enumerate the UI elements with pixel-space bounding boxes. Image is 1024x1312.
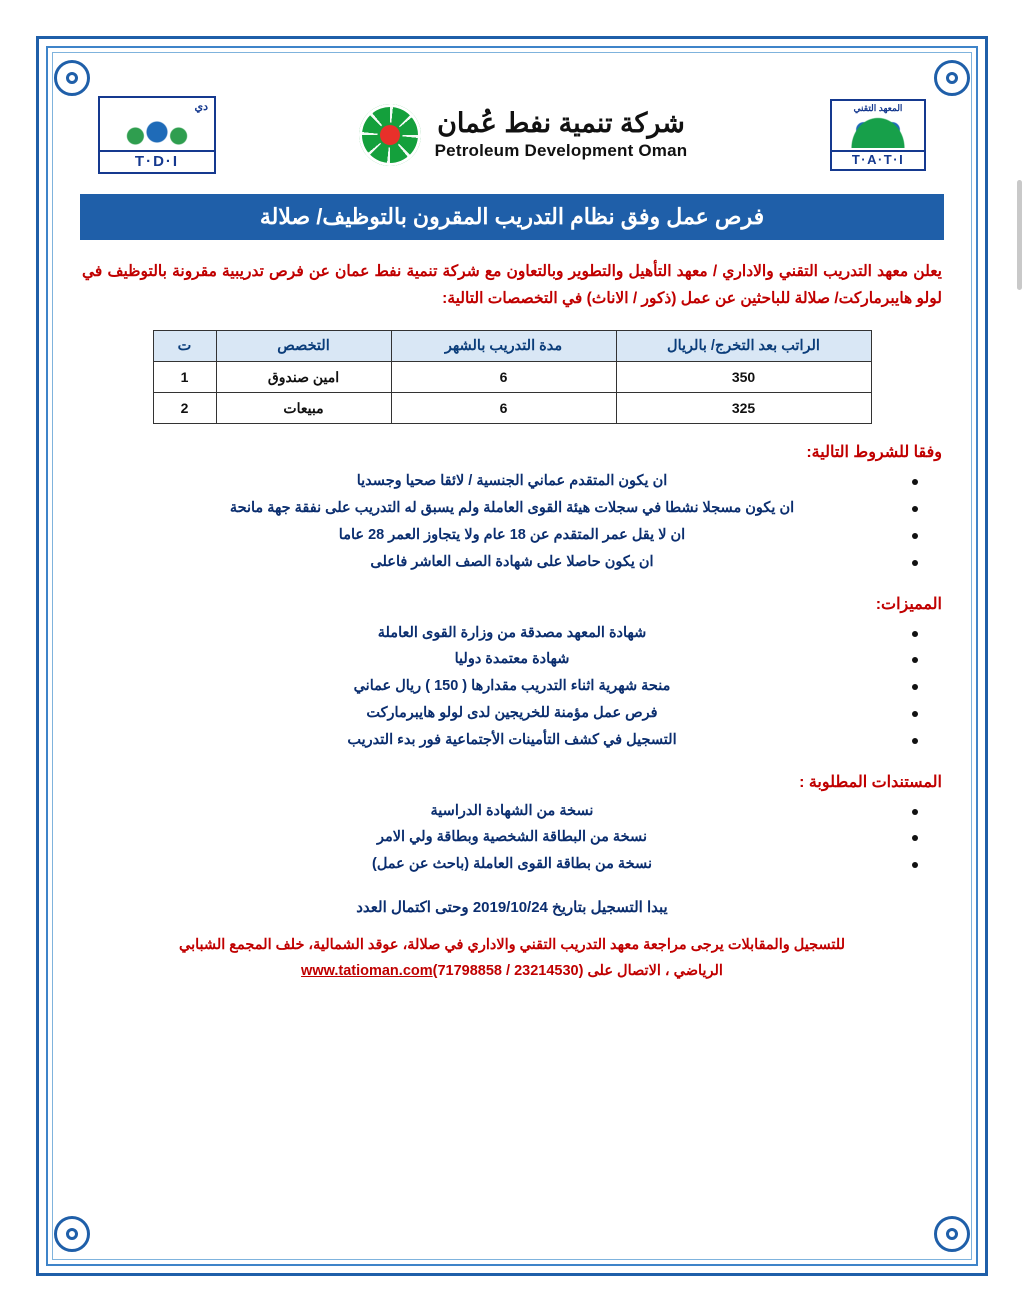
- contact-address-line: للتسجيل والمقابلات يرجى مراجعة معهد التدريب التقني والاداري في صلالة، عوقد الشمالية، خلف المجمع الشبابي: [178, 937, 846, 953]
- contact-phone-suffix: ): [432, 963, 438, 980]
- list-item: [82, 522, 942, 549]
- bullet-icon: [912, 506, 918, 512]
- registration-notice: يبدا التسجيل بتاريخ 2019/10/24 وحتى اكتمال العدد: [356, 899, 668, 916]
- list-item: [82, 673, 942, 700]
- tati-logo: [830, 99, 926, 171]
- pdo-logo-english-name: Petroleum Development Oman: [434, 140, 688, 160]
- cell-salary: 350: [616, 362, 871, 393]
- contact-phone-prefix: الرياضي ، الاتصال على (: [578, 963, 723, 980]
- list-item: [82, 851, 942, 878]
- tati-logo-emblem-icon: [848, 114, 908, 148]
- list-item-text: ان يكون مسجلا نشطا في سجلات هيئة القوى العاملة ولم يسبق له التدريب على نفقة جهة مانحة: [229, 500, 795, 517]
- table-header-index: ت: [153, 331, 216, 362]
- tati-logo-acronym: T·A·T·I: [832, 150, 924, 167]
- flyer-content: [70, 78, 954, 1234]
- pdo-logo-arabic-name: شركة تنمية نفط عُمان: [437, 108, 685, 139]
- bullet-icon: [912, 533, 918, 539]
- list-item-text: نسخة من البطاقة الشخصية وبطاقة ولي الامر: [376, 829, 647, 846]
- list-item: [82, 798, 942, 825]
- list-item: [82, 468, 942, 495]
- table-header-salary: الراتب بعد التخرج/ بالريال: [616, 331, 871, 362]
- list-item: [82, 727, 942, 754]
- specializations-table: [153, 330, 872, 424]
- bullet-icon: [912, 684, 918, 690]
- list-item-text: منحة شهرية اثناء التدريب مقدارها ( 150 ) ريال عماني: [353, 678, 671, 695]
- cell-specialization: امين صندوق: [216, 362, 391, 393]
- table-header-row: [153, 331, 871, 362]
- bullet-icon: [912, 479, 918, 485]
- tdi-logo-acronym: T·D·I: [100, 150, 214, 170]
- table-row: [153, 362, 871, 393]
- documents-heading: المستندات المطلوبة :: [799, 773, 942, 791]
- list-item-text: شهادة المعهد مصدقة من وزارة القوى العاملة: [377, 624, 647, 641]
- cell-index: 1: [153, 362, 216, 393]
- list-item: [82, 620, 942, 647]
- pdo-logo-text: [435, 109, 688, 161]
- table-header-specialization: التخصص: [216, 331, 391, 362]
- benefits-list: [82, 620, 942, 754]
- list-item-text: فرص عمل مؤمنة للخريجين لدى لولو هايبرماركت: [366, 704, 658, 721]
- tdi-logo: [98, 96, 216, 174]
- conditions-heading: وفقا للشروط التالية:: [806, 444, 942, 462]
- list-item-text: ان يكون حاصلا على شهادة الصف العاشر فاعلى: [370, 553, 654, 570]
- list-item: [82, 646, 942, 673]
- contact-phone-line: [82, 958, 942, 984]
- bullet-icon: [912, 631, 918, 637]
- tdi-logo-emblem-icon: [121, 108, 193, 148]
- list-item-text: التسجيل في كشف التأمينات الأجتماعية فور بدء التدريب: [347, 731, 677, 748]
- bullet-icon: [912, 862, 918, 868]
- scrollbar[interactable]: [1017, 180, 1022, 290]
- bullet-icon: [912, 711, 918, 717]
- list-item-text: نسخة من بطاقة القوى العاملة (باحث عن عمل): [371, 856, 652, 873]
- contact-phone-numbers: 23214530 / 71798858: [437, 963, 579, 980]
- tdi-logo-arabic: دي: [194, 101, 208, 113]
- bullet-icon: [912, 560, 918, 566]
- website-link[interactable]: www.tatioman.com: [301, 963, 433, 980]
- cell-duration: 6: [391, 393, 616, 424]
- contact-block: [82, 932, 942, 984]
- cell-specialization: مبيعات: [216, 393, 391, 424]
- list-item: [82, 549, 942, 576]
- conditions-list: [82, 468, 942, 575]
- list-item: [82, 700, 942, 727]
- cell-duration: 6: [391, 362, 616, 393]
- list-item-text: ان لا يقل عمر المتقدم عن 18 عام ولا يتجاوز العمر 28 عاما: [338, 526, 686, 543]
- intro-paragraph: يعلن معهد التدريب التقني والاداري / معهد التأهيل والتطوير وبالتعاون مع شركة تنمية نفط عمان عن فرص تدريبية مقرونة بالتوظيف في لولو هايبرماركت/ صلالة للباحثين عن عمل (ذكور / الاناث) في التخصصات التالية:: [82, 263, 942, 308]
- table-header-duration: مدة التدريب بالشهر: [391, 331, 616, 362]
- bullet-icon: [912, 738, 918, 744]
- bullet-icon: [912, 835, 918, 841]
- logo-row: [70, 78, 954, 178]
- page-title: فرص عمل وفق نظام التدريب المقرون بالتوظيف/ صلالة: [80, 194, 944, 240]
- specializations-table-wrapper: [70, 330, 954, 424]
- pdo-sunburst-icon: [359, 104, 421, 166]
- table-row: [153, 393, 871, 424]
- pdo-logo: [216, 104, 830, 166]
- cell-salary: 325: [616, 393, 871, 424]
- documents-list: [82, 798, 942, 878]
- list-item: [82, 824, 942, 851]
- cell-index: 2: [153, 393, 216, 424]
- tati-logo-arabic: المعهد التقني: [853, 103, 903, 113]
- list-item-text: ان يكون المتقدم عماني الجنسية / لائقا صحيا وجسديا: [356, 473, 668, 490]
- benefits-heading: المميزات:: [875, 595, 942, 613]
- bullet-icon: [912, 809, 918, 815]
- bullet-icon: [912, 657, 918, 663]
- list-item-text: شهادة معتمدة دوليا: [454, 651, 570, 668]
- list-item-text: نسخة من الشهادة الدراسية: [430, 802, 594, 819]
- list-item: [82, 495, 942, 522]
